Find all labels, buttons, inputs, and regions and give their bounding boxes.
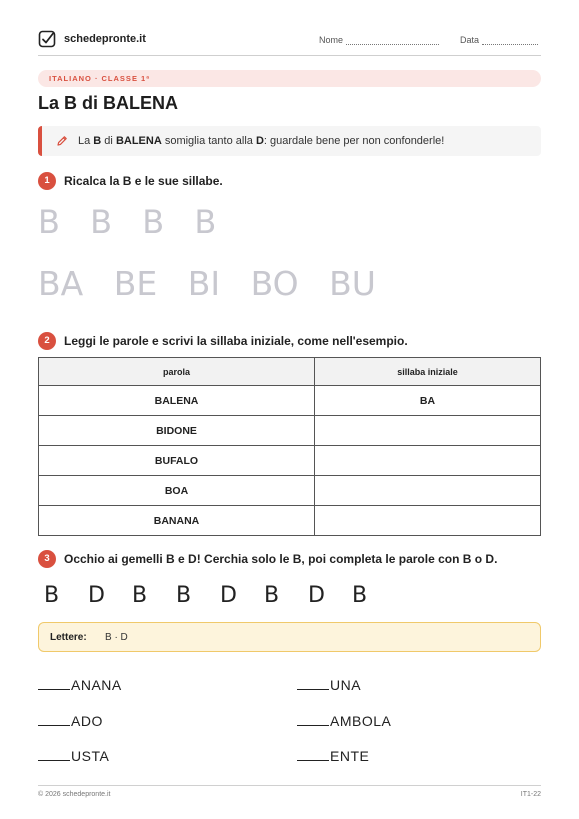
circle-letter[interactable]: D (220, 583, 237, 608)
exercise-number: 2 (38, 332, 56, 350)
syllable-cell[interactable] (315, 476, 541, 506)
trace-syllable[interactable]: BE (113, 264, 158, 303)
fill-blank[interactable] (297, 677, 329, 690)
syllable-cell[interactable] (315, 446, 541, 476)
name-field[interactable] (319, 35, 439, 45)
fill-word[interactable]: AMBOLA (297, 713, 391, 729)
trace-syllable[interactable]: BA (38, 264, 84, 303)
circle-letter[interactable]: B (44, 583, 60, 608)
letters-label: Lettere: (50, 632, 87, 643)
table-row (39, 446, 541, 476)
table-row (39, 476, 541, 506)
syllable-cell[interactable] (315, 416, 541, 446)
circle-letter[interactable]: B (132, 583, 148, 608)
column-header-syllable: sillaba iniziale (315, 358, 541, 386)
trace-letter[interactable]: B (38, 203, 60, 241)
word-cell: BOA (39, 476, 315, 506)
exercise-instruction: Occhio ai gemelli B e D! Cerchia solo le B, poi completa le parole con B o D. (64, 552, 498, 566)
pencil-icon (56, 135, 68, 147)
fill-word[interactable]: ADO (38, 713, 103, 729)
fill-word[interactable]: ENTE (297, 748, 369, 764)
brand-name: schedepronte.it (64, 33, 146, 45)
fill-word[interactable]: ANANA (38, 677, 122, 693)
tip-box (38, 126, 541, 156)
letters-value: B · D (105, 632, 128, 643)
trace-syllables-row[interactable] (38, 264, 396, 303)
trace-letter[interactable]: B (194, 203, 217, 241)
exercise-instruction: Leggi le parole e scrivi la sillaba iniziale, come nell'esempio. (64, 334, 408, 348)
exercise-number: 3 (38, 550, 56, 568)
fill-blank[interactable] (297, 713, 329, 726)
letters-hint-box (38, 622, 541, 652)
trace-syllable[interactable]: BO (250, 264, 299, 303)
trace-letters-row[interactable] (38, 203, 236, 241)
date-label: Data (460, 35, 480, 45)
circle-letters-row (44, 583, 396, 608)
fill-blank[interactable] (38, 677, 70, 690)
fill-blank[interactable] (38, 748, 70, 761)
word-cell: BALENA (39, 386, 315, 416)
column-header-word: parola (39, 358, 315, 386)
header-divider (38, 55, 541, 56)
footer-code: IT1-22 (520, 791, 541, 798)
circle-letter[interactable]: B (176, 583, 192, 608)
trace-letter[interactable]: B (90, 203, 113, 241)
circle-letter[interactable]: D (88, 583, 105, 608)
footer-divider (38, 785, 541, 786)
header (38, 30, 541, 52)
tip-text: La B di BALENA somiglia tanto alla D: guardale bene per non confonderle! (78, 135, 445, 147)
fill-blank[interactable] (38, 713, 70, 726)
trace-syllable[interactable]: BU (329, 264, 376, 303)
table-row (39, 416, 541, 446)
syllable-cell[interactable] (315, 506, 541, 536)
fill-blank[interactable] (297, 748, 329, 761)
exercise-instruction: Ricalca la B e le sue sillabe. (64, 174, 223, 188)
circle-letter[interactable]: D (308, 583, 325, 608)
worksheet-page (38, 0, 541, 819)
checkbox-logo-icon (38, 30, 56, 48)
word-cell: BANANA (39, 506, 315, 536)
exercise-number: 1 (38, 172, 56, 190)
trace-syllable[interactable]: BI (187, 264, 221, 303)
page-title: La B di BALENA (38, 93, 179, 113)
syllable-cell[interactable]: BA (315, 386, 541, 416)
fill-word[interactable]: UNA (297, 677, 361, 693)
subject-band (38, 70, 541, 87)
word-cell: BIDONE (39, 416, 315, 446)
syllable-table (38, 357, 541, 536)
trace-letter[interactable]: B (142, 203, 165, 241)
date-line (482, 36, 538, 45)
footer-copyright: © 2026 schedepronte.it (38, 791, 111, 798)
table-header-row (39, 358, 541, 386)
date-field[interactable] (460, 35, 538, 45)
fill-word[interactable]: USTA (38, 748, 109, 764)
name-line (346, 36, 439, 45)
table-row (39, 386, 541, 416)
word-cell: BUFALO (39, 446, 315, 476)
name-label: Nome (319, 35, 344, 45)
circle-letter[interactable]: B (352, 583, 368, 608)
table-row (39, 506, 541, 536)
subject-label: ITALIANO · CLASSE 1ª (49, 74, 150, 83)
circle-letter[interactable]: B (264, 583, 280, 608)
